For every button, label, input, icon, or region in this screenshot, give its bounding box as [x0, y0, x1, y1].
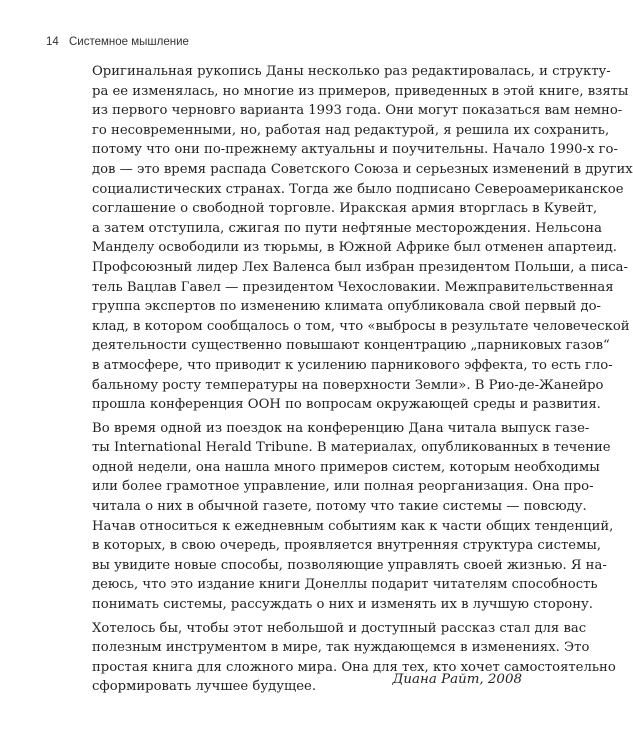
text-line: го несовременными, но, работая над редактурой, я решила их сохранить, — [92, 122, 610, 138]
text-line: соглашение о свободной торговле. Иракская армия вторглась в Кувейт, — [92, 201, 598, 217]
paragraph-1 — [92, 62, 633, 415]
text-line: из первого черновго варианта 1993 года. Они могут показаться вам немно- — [92, 103, 623, 119]
text-line: простая книга для сложного мира. Она для тех, кто хочет самостоятельно — [92, 659, 616, 675]
text-line: Оригинальная рукопись Даны несколько раз редактировалась, и структу- — [92, 64, 611, 79]
text-line: полезным инструментом в мире, так нуждающемся в изменениях. Это — [92, 640, 590, 656]
text-line: Во время одной из поездок на конференцию Дана читала выпуск газе- — [92, 420, 590, 436]
book-title: Системное мышление — [69, 36, 189, 48]
author-signature: Диана Райт, 2008 — [392, 672, 522, 687]
text-line: социалистических странах. Тогда же было подписано Североамериканское — [92, 181, 624, 197]
text-line: деюсь, что это издание книги Донеллы подарит читателям способность — [92, 577, 598, 593]
text-line: ра ее изменялась, но многие из примеров, приведенных в этой книге, взяты — [92, 83, 629, 99]
text-line: группа экспертов по изменению климата опубликовала свой первый до- — [92, 299, 602, 315]
text-line: в атмосфере, что приводит к усилению парникового эффекта, то есть гло- — [92, 357, 613, 373]
text-line: одной недели, она нашла много примеров систем, которым необходимы — [92, 459, 600, 475]
text-line: прошла конференция ООН по вопросам окружающей среды и развития. — [92, 397, 601, 413]
running-header — [46, 36, 189, 48]
text-line: тель Вацлав Гавел — президентом Чехословакии. Межправительственная — [92, 279, 614, 295]
text-line: деятельности существенно повышают концентрацию „парниковых газов“ — [92, 338, 610, 354]
text-line: понимать системы, рассуждать о них и изменять их в лучшую сторону. — [92, 597, 593, 613]
text-line: вы увидите новые способы, позволяющие управлять своей жизнью. Я на- — [92, 557, 607, 573]
text-line: Начав относиться к ежедневным событиям как к части общих тенденций, — [92, 518, 614, 534]
text-line: читала о них в обычной газете, потому что такие системы — повсюду. — [92, 499, 587, 515]
text-line: Хотелось бы, чтобы этот небольшой и доступный рассказ стал для вас — [92, 620, 587, 636]
text-line: а затем отступила, сжигая по пути нефтяные месторождения. Нельсона — [92, 220, 602, 236]
text-line: бальному росту температуры на поверхности Земли». В Рио-де-Жанейро — [92, 377, 604, 393]
body-text — [92, 62, 633, 701]
text-line: сформировать лучшее будущее. — [92, 679, 317, 695]
text-line: дов — это время распада Советского Союза и серьезных изменений в других — [92, 161, 633, 177]
text-line: в которых, в свою очередь, проявляется внутренняя структура системы, — [92, 538, 602, 554]
paragraph-2 — [92, 419, 614, 615]
text-line: клад, в котором сообщалось о том, что «выбросы в результате человеческой — [92, 318, 630, 334]
text-line: Профсоюзный лидер Лех Валенса был избран президентом Польши, а писа- — [92, 259, 628, 275]
text-line: Манделу освободили из тюрьмы, в Южной Африке был отменен апартеид. — [92, 240, 617, 256]
page-number: 14 — [46, 36, 59, 48]
text-line: ты International Herald Tribune. В материалах, опубликованных в течение — [92, 440, 611, 456]
text-line: или более грамотное управление, или полная реорганизация. Она про- — [92, 479, 594, 495]
text-line: потому что они по-прежнему актуальны и поучительны. Начало 1990-х го- — [92, 142, 618, 158]
